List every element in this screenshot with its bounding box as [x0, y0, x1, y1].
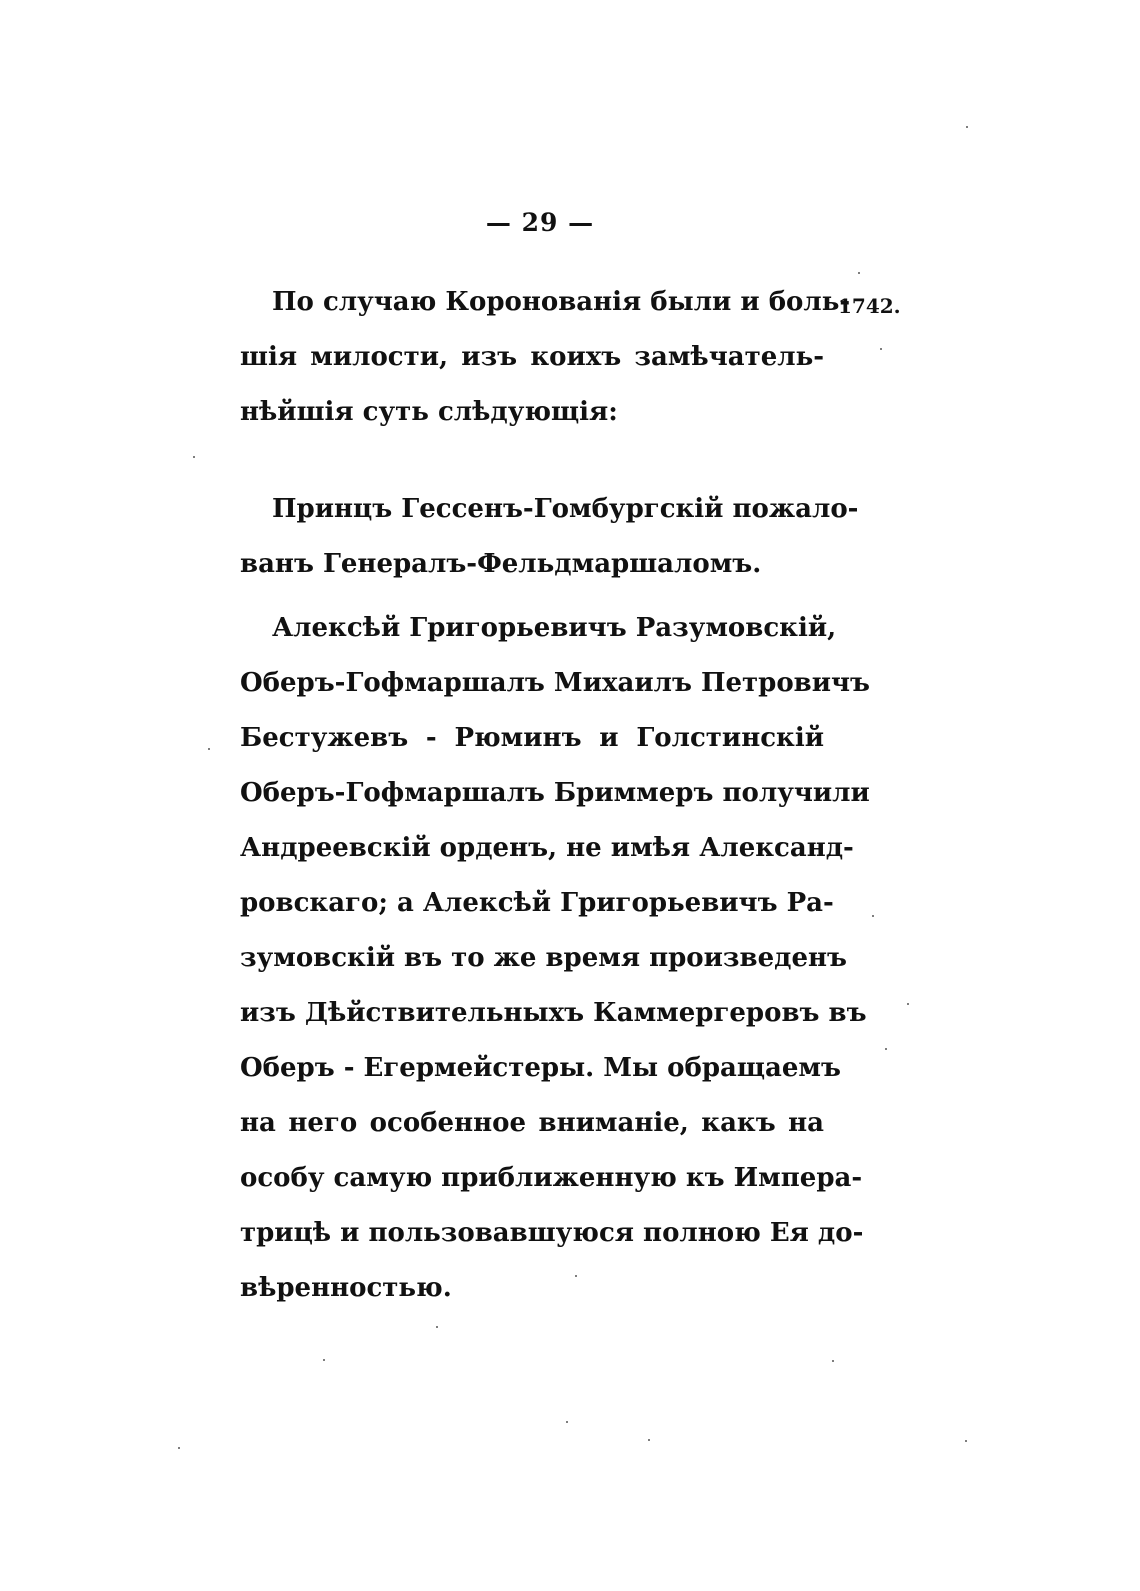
text-line: Андреевскій орденъ, не имѣя Александ- [240, 833, 854, 863]
scan-speck [193, 456, 195, 458]
scan-speck [832, 1360, 834, 1362]
text-line: Алексѣй Григорьевичъ Разумовскій, [272, 613, 837, 643]
scan-speck [880, 348, 882, 350]
page-number: — 29 — [485, 208, 595, 237]
scan-speck [648, 1439, 650, 1441]
margin-year-note: 1742. [838, 294, 901, 318]
scan-speck [885, 1048, 887, 1050]
text-line: трицѣ и пользовавшуюся полною Ея до- [240, 1218, 864, 1248]
text-line: Оберъ-Гофмаршалъ Бриммеръ получили [240, 778, 870, 808]
text-line: Оберъ-Гофмаршалъ Михаилъ Петровичъ [240, 668, 870, 698]
text-line: ванъ Генералъ-Фельдмаршаломъ. [240, 549, 762, 579]
scan-speck [566, 1421, 568, 1423]
scan-speck [907, 1003, 909, 1005]
text-line: вѣренностью. [240, 1273, 452, 1303]
scan-speck [178, 1447, 180, 1449]
text-line: Бестужевъ - Рюминъ и Голстинскій [240, 723, 824, 753]
paragraph-razumovsky [240, 601, 870, 1316]
text-line: ровскаго; а Алексѣй Григорьевичъ Ра- [240, 888, 834, 918]
text-line: зумовскій въ то же время произведенъ [240, 943, 847, 973]
paragraph-coronation-favors [240, 275, 851, 440]
text-line: Принцъ Гессенъ-Гомбургскій пожало- [272, 494, 859, 524]
scan-speck [965, 1440, 967, 1442]
scan-speck [436, 1326, 438, 1328]
scan-speck [966, 126, 968, 128]
text-line: особу самую приближенную къ Импера- [240, 1163, 863, 1193]
scan-speck [208, 748, 210, 750]
text-line: изъ Дѣйствительныхъ Каммергеровъ въ [240, 998, 867, 1028]
paragraph-prince-hessen [240, 482, 859, 592]
scan-speck [323, 1359, 325, 1361]
text-line: нѣйшія суть слѣдующія: [240, 397, 618, 427]
scan-speck [872, 915, 874, 917]
scan-speck [858, 272, 860, 274]
text-line: Оберъ - Егермейстеры. Мы обращаемъ [240, 1053, 841, 1083]
text-line: По случаю Коронованія были и боль- [272, 287, 851, 317]
scan-speck [575, 1275, 577, 1277]
text-line: шія милости, изъ коихъ замѣчатель- [240, 342, 824, 372]
text-line: на него особенное вниманіе, какъ на [240, 1108, 824, 1138]
